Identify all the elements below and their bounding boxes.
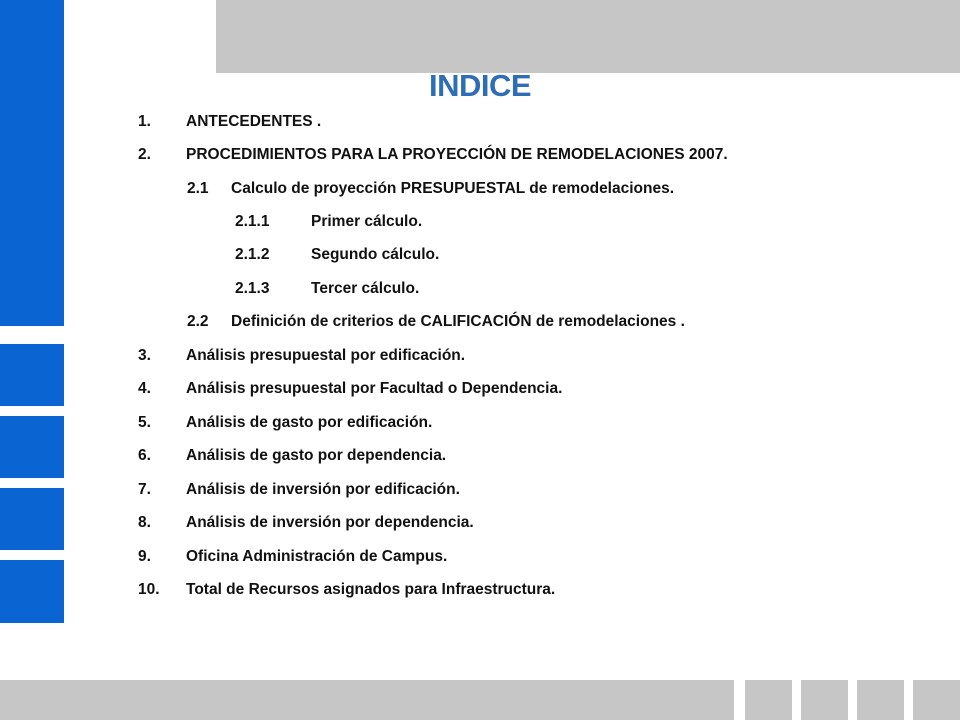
slide-title-text: INDICE: [428, 68, 532, 103]
entry-text: Tercer cálculo.: [311, 280, 420, 297]
entry-text: Análisis de inversión por edificación.: [186, 481, 460, 498]
entry-text: Definición de criterios de CALIFICACIÓN de remodelaciones .: [231, 313, 685, 330]
entry-number: 2.: [138, 146, 151, 163]
entry-number: 5.: [138, 414, 151, 431]
entry-number: 2.1.2: [235, 246, 270, 263]
left-accent-square: [0, 488, 64, 550]
entry-number: 2.1.1: [235, 213, 270, 230]
entry-text: Calculo de proyección PRESUPUESTAL de remodelaciones.: [231, 180, 675, 197]
slide-title: [0, 68, 960, 104]
footer-square: [745, 680, 792, 720]
entry-text: Análisis de gasto por edificación.: [186, 414, 433, 431]
entry-number: 7.: [138, 481, 151, 498]
footer-square: [857, 680, 904, 720]
header-banner: [216, 0, 960, 73]
footer-bar: [0, 680, 734, 720]
entry-text: ANTECEDENTES .: [186, 113, 322, 130]
entry-number: 2.2: [187, 313, 209, 330]
left-accent-square: [0, 344, 64, 406]
entry-text: Oficina Administración de Campus.: [186, 548, 448, 565]
entry-text: Total de Recursos asignados para Infraestructura.: [186, 581, 556, 598]
entry-number: 2.1.3: [235, 280, 270, 297]
entry-number: 2.1: [187, 180, 209, 197]
entry-number: 8.: [138, 514, 151, 531]
entry-number: 3.: [138, 347, 151, 364]
entry-number: 4.: [138, 380, 151, 397]
entry-text: PROCEDIMIENTOS PARA LA PROYECCIÓN DE REMODELACIONES 2007.: [186, 146, 728, 163]
entry-text: Primer cálculo.: [311, 213, 423, 230]
entry-text: Análisis de gasto por dependencia.: [186, 447, 447, 464]
entry-text: Análisis de inversión por dependencia.: [186, 514, 474, 531]
left-accent-square: [0, 416, 64, 478]
entry-text: Análisis presupuestal por edificación.: [186, 347, 466, 364]
entry-number: 9.: [138, 548, 151, 565]
left-accent-bar: [0, 0, 64, 326]
entry-text: Análisis presupuestal por Facultad o Dependencia.: [186, 380, 563, 397]
left-accent-square: [0, 560, 64, 623]
footer-square: [801, 680, 848, 720]
entry-text: Segundo cálculo.: [311, 246, 440, 263]
entry-number: 6.: [138, 447, 151, 464]
footer-square: [913, 680, 960, 720]
entry-number: 10.: [138, 581, 160, 598]
entry-number: 1.: [138, 113, 151, 130]
